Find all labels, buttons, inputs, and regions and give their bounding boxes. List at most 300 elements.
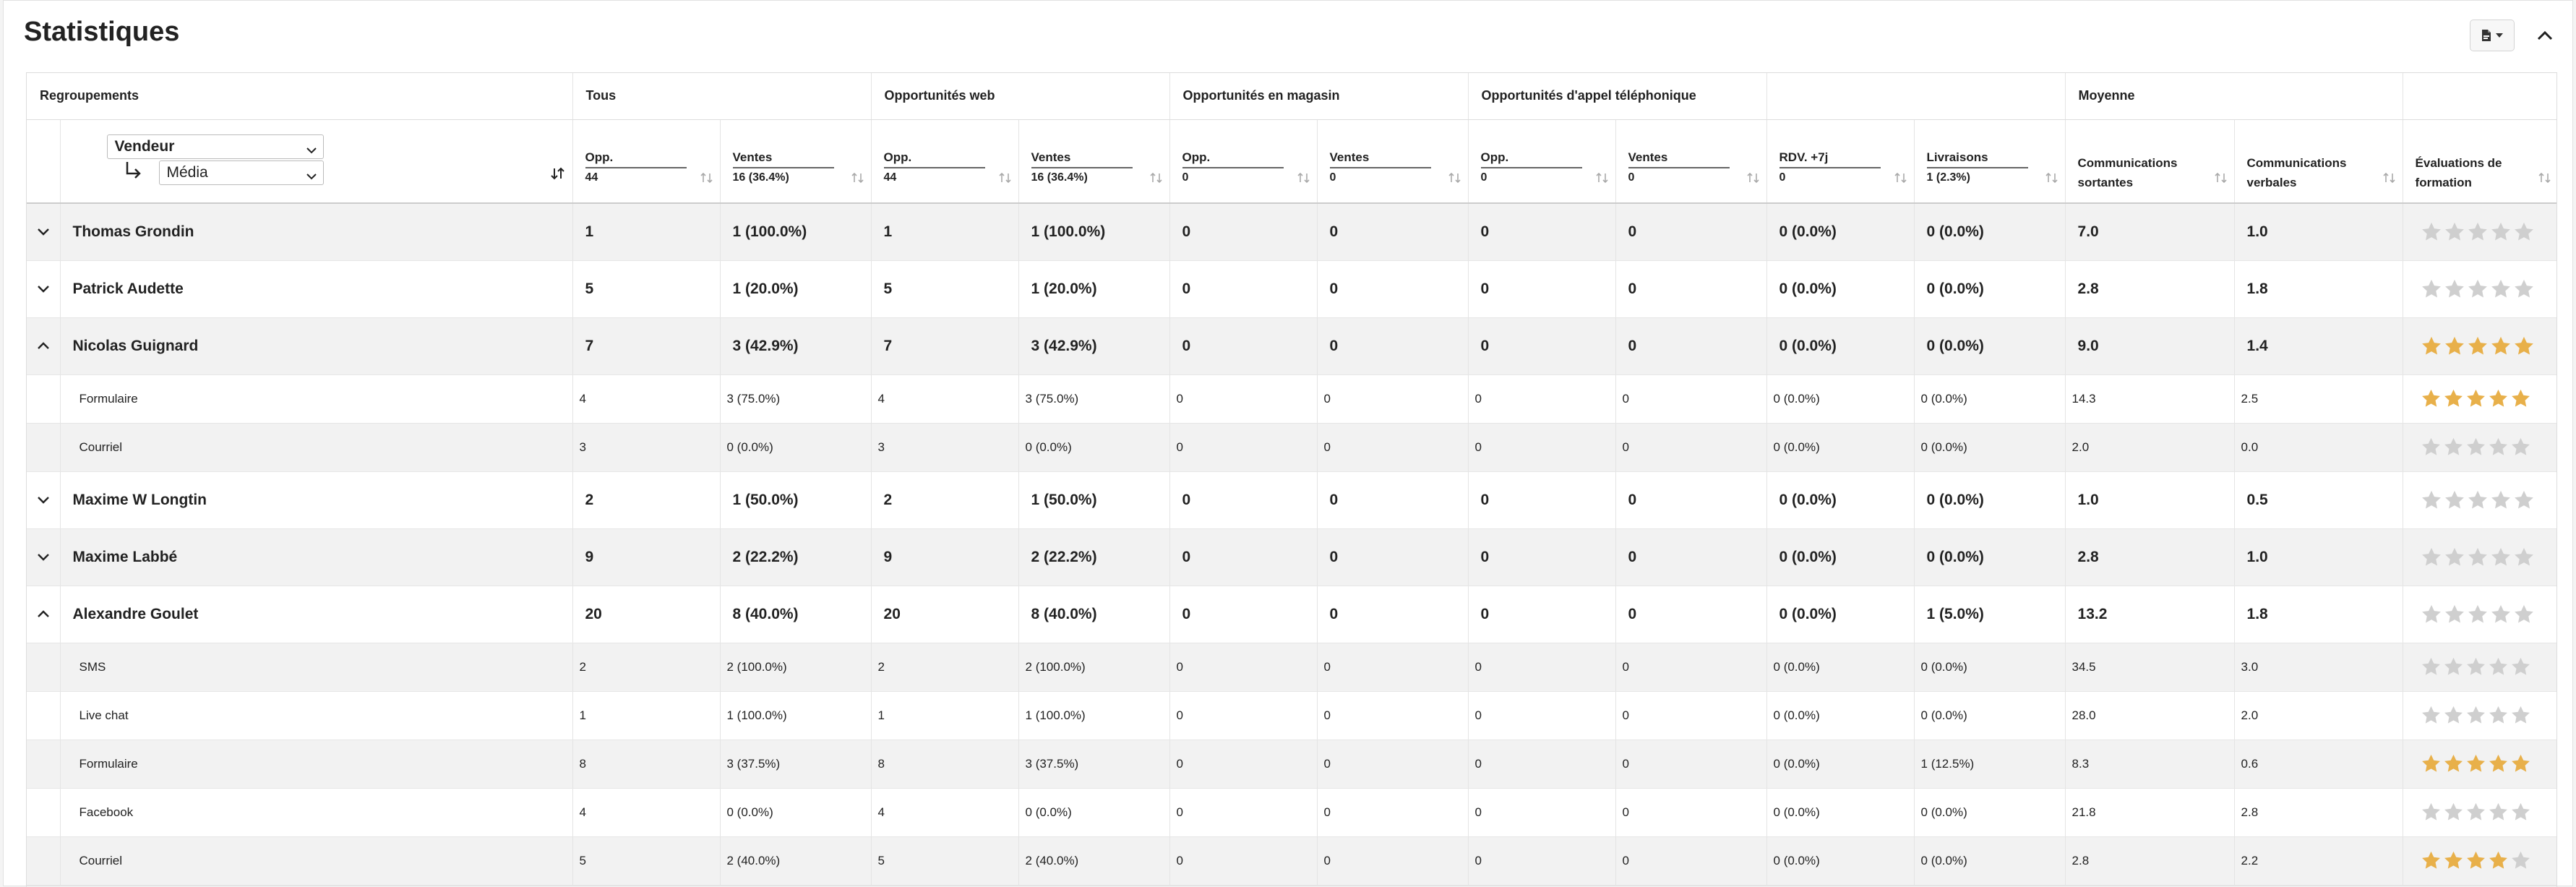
statistics-panel — [3, 0, 2573, 886]
star-filled-icon — [2421, 850, 2442, 871]
sort-grouping-icon[interactable] — [551, 167, 565, 184]
table-cell: 0 — [1615, 317, 1766, 374]
table-cell: 4 — [871, 374, 1018, 423]
group-header-blank — [1766, 73, 2065, 119]
table-cell: 0 (0.0%) — [1766, 317, 1914, 374]
rating-stars — [2421, 437, 2557, 458]
expand-row-toggle[interactable] — [27, 528, 60, 586]
rating-stars — [2421, 705, 2557, 726]
sort-icon[interactable] — [998, 172, 1013, 184]
star-empty-icon — [2490, 278, 2512, 300]
column-total: 44 — [585, 171, 598, 184]
table-cell: 5 — [572, 260, 720, 317]
star-empty-icon — [2465, 802, 2486, 823]
row-name: Formulaire — [60, 740, 572, 788]
column-total: 1 (2.3%) — [1926, 171, 1970, 184]
star-filled-icon — [2465, 753, 2486, 774]
row-name: Live chat — [60, 691, 572, 740]
table-cell: 0 (0.0%) — [1766, 586, 1914, 643]
table-row — [27, 528, 2557, 586]
rating-cell — [2403, 471, 2557, 528]
star-filled-icon — [2421, 388, 2442, 409]
table-cell: 0 (0.0%) — [1766, 691, 1914, 740]
table-cell: 0 (0.0%) — [1914, 528, 2065, 586]
star-filled-icon — [2510, 388, 2531, 409]
table-cell: 9 — [871, 528, 1018, 586]
table-cell: 1 (20.0%) — [1018, 260, 1169, 317]
table-cell: 5 — [572, 836, 720, 885]
table-cell: 2.8 — [2065, 260, 2234, 317]
column-label: Ventes — [1330, 150, 1431, 168]
table-cell: 1 (100.0%) — [1018, 203, 1169, 260]
table-cell: 0 — [1615, 423, 1766, 471]
table-cell: 2 — [572, 643, 720, 691]
star-empty-icon — [2467, 221, 2489, 243]
column-label: Livraisons — [1927, 150, 2028, 168]
rating-stars — [2421, 335, 2557, 357]
table-cell: 0 (0.0%) — [720, 788, 871, 836]
sort-icon[interactable] — [1297, 172, 1311, 184]
rating-cell — [2403, 740, 2557, 788]
column-header-1[interactable] — [720, 119, 871, 203]
table-cell: 0 (0.0%) — [1766, 203, 1914, 260]
rating-stars — [2421, 278, 2557, 300]
table-cell: 1 (5.0%) — [1914, 586, 2065, 643]
star-filled-icon — [2488, 753, 2509, 774]
column-total: 44 — [883, 171, 897, 184]
star-filled-icon — [2490, 335, 2512, 357]
star-empty-icon — [2444, 278, 2465, 300]
table-cell: 2.0 — [2234, 691, 2403, 740]
column-label: RDV. +7j — [1779, 150, 1881, 168]
column-header-content — [1779, 150, 1907, 184]
chevron-down-icon — [306, 168, 317, 185]
table-cell: 0 (0.0%) — [1018, 788, 1169, 836]
table-cell: 0 (0.0%) — [1766, 528, 1914, 586]
table-cell: 1 — [871, 203, 1018, 260]
group-header-web: Opportunités web — [871, 73, 1169, 119]
column-header-10[interactable] — [2065, 119, 2234, 203]
column-total: 16 (36.4%) — [732, 171, 789, 184]
table-cell: 2 (40.0%) — [720, 836, 871, 885]
table-cell: 2 (100.0%) — [1018, 643, 1169, 691]
table-cell: 0 — [1615, 528, 1766, 586]
table-cell: 20 — [871, 586, 1018, 643]
star-filled-icon — [2443, 753, 2464, 774]
star-filled-icon — [2443, 388, 2464, 409]
group-header-row — [27, 73, 2557, 119]
table-row — [27, 260, 2557, 317]
table-cell: 0 — [1169, 203, 1317, 260]
column-total: 0 — [1779, 171, 1786, 184]
table-cell: 8.3 — [2065, 740, 2234, 788]
table-subrow — [27, 374, 2557, 423]
column-header-content — [1628, 150, 1759, 184]
table-cell: 0 (0.0%) — [1914, 317, 2065, 374]
rating-cell — [2403, 260, 2557, 317]
table-cell: 0 — [1615, 740, 1766, 788]
star-filled-icon — [2488, 388, 2509, 409]
table-cell: 0 (0.0%) — [1766, 260, 1914, 317]
table-cell: 0 (0.0%) — [1766, 643, 1914, 691]
table-cell: 1.0 — [2234, 528, 2403, 586]
table-cell: 21.8 — [2065, 788, 2234, 836]
star-empty-icon — [2443, 437, 2464, 458]
column-header-3[interactable] — [1018, 119, 1169, 203]
table-cell: 2 (100.0%) — [720, 643, 871, 691]
rating-stars — [2421, 753, 2557, 774]
table-cell: 0 (0.0%) — [1914, 836, 2065, 885]
star-empty-icon — [2467, 604, 2489, 625]
table-cell: 34.5 — [2065, 643, 2234, 691]
chevron-up-icon — [37, 338, 50, 355]
star-filled-icon — [2488, 850, 2509, 871]
star-filled-icon — [2443, 850, 2464, 871]
star-empty-icon — [2421, 437, 2442, 458]
table-cell: 0 — [1468, 740, 1615, 788]
collapse-panel-button[interactable] — [2530, 22, 2559, 51]
column-header-12[interactable] — [2403, 119, 2557, 203]
collapse-row-toggle[interactable] — [27, 586, 60, 643]
table-cell: 1 (100.0%) — [1018, 691, 1169, 740]
table-cell: 1 (20.0%) — [720, 260, 871, 317]
caret-down-icon — [2496, 33, 2503, 38]
star-empty-icon — [2421, 656, 2442, 677]
column-header-2[interactable] — [871, 119, 1018, 203]
star-empty-icon — [2421, 278, 2442, 300]
column-total: 16 (36.4%) — [1031, 171, 1088, 184]
table-cell: 0 — [1169, 788, 1317, 836]
table-cell: 1 (100.0%) — [720, 691, 871, 740]
row-name: Facebook — [60, 788, 572, 836]
table-row — [27, 317, 2557, 374]
table-cell: 7 — [572, 317, 720, 374]
star-empty-icon — [2443, 705, 2464, 726]
table-cell: 1.4 — [2234, 317, 2403, 374]
table-cell: 2 — [572, 471, 720, 528]
table-cell: 0.6 — [2234, 740, 2403, 788]
sort-icon[interactable] — [1746, 172, 1761, 184]
table-cell: 2.8 — [2065, 528, 2234, 586]
star-empty-icon — [2510, 656, 2531, 677]
sort-icon[interactable] — [1149, 172, 1164, 184]
table-cell: 0 — [1615, 836, 1766, 885]
table-cell: 7 — [871, 317, 1018, 374]
table-cell: 1 — [572, 203, 720, 260]
table-cell: 0 (0.0%) — [1914, 788, 2065, 836]
rating-cell — [2403, 788, 2557, 836]
sort-icon[interactable] — [2382, 172, 2397, 184]
table-cell: 0 — [1317, 423, 1468, 471]
table-cell: 0 — [1317, 260, 1468, 317]
table-cell: 0 — [1169, 836, 1317, 885]
column-header-11[interactable] — [2234, 119, 2403, 203]
star-empty-icon — [2421, 802, 2442, 823]
table-cell: 0.5 — [2234, 471, 2403, 528]
star-empty-icon — [2421, 705, 2442, 726]
group-header-tous: Tous — [572, 73, 871, 119]
table-cell: 5 — [871, 836, 1018, 885]
table-cell: 0 (0.0%) — [1914, 203, 2065, 260]
table-cell: 4 — [871, 788, 1018, 836]
star-empty-icon — [2467, 278, 2489, 300]
star-empty-icon — [2490, 489, 2512, 511]
table-cell: 1.8 — [2234, 586, 2403, 643]
table-cell: 0 — [1468, 260, 1615, 317]
star-empty-icon — [2488, 802, 2509, 823]
column-label: Évaluations de formation — [2415, 155, 2502, 189]
column-total: 0 — [1182, 171, 1189, 184]
table-cell: 3.0 — [2234, 643, 2403, 691]
table-cell: 0 — [1468, 317, 1615, 374]
star-empty-icon — [2465, 437, 2486, 458]
table-cell: 0 — [1169, 740, 1317, 788]
column-label: Communications sortantes — [2077, 155, 2178, 189]
star-empty-icon — [2421, 221, 2442, 243]
table-cell: 0 (0.0%) — [1914, 260, 2065, 317]
table-cell: 3 (42.9%) — [1018, 317, 1169, 374]
table-cell: 0 (0.0%) — [1766, 836, 1914, 885]
table-cell: 1 — [871, 691, 1018, 740]
table-row — [27, 586, 2557, 643]
table-cell: 0 (0.0%) — [1766, 471, 1914, 528]
table-cell: 0 — [1169, 260, 1317, 317]
table-subrow — [27, 423, 2557, 471]
table-cell: 0 (0.0%) — [1766, 788, 1914, 836]
row-name: Thomas Grondin — [60, 203, 572, 260]
star-empty-icon — [2488, 705, 2509, 726]
sort-icon[interactable] — [1894, 172, 1908, 184]
table-cell: 0 — [1317, 203, 1468, 260]
star-filled-icon — [2465, 388, 2486, 409]
column-label: Ventes — [1628, 150, 1730, 168]
table-cell: 3 (75.0%) — [720, 374, 871, 423]
subrow-spacer — [27, 836, 60, 885]
column-header-content — [1031, 150, 1162, 184]
column-header-7[interactable] — [1615, 119, 1766, 203]
table-cell: 7.0 — [2065, 203, 2234, 260]
table-cell: 13.2 — [2065, 586, 2234, 643]
sort-icon[interactable] — [2214, 172, 2228, 184]
export-button[interactable] — [2470, 20, 2515, 51]
star-empty-icon — [2421, 604, 2442, 625]
table-cell: 0 (0.0%) — [1914, 423, 2065, 471]
table-cell: 0 — [1317, 836, 1468, 885]
table-cell: 0 — [1317, 528, 1468, 586]
table-cell: 4 — [572, 374, 720, 423]
group-header-regroupements: Regroupements — [27, 73, 572, 119]
column-label: Ventes — [1031, 150, 1133, 168]
column-label: Opp. — [1481, 150, 1582, 168]
column-header-6[interactable] — [1468, 119, 1615, 203]
rating-cell — [2403, 586, 2557, 643]
row-name: Maxime W Longtin — [60, 471, 572, 528]
table-subrow — [27, 740, 2557, 788]
table-cell: 3 (75.0%) — [1018, 374, 1169, 423]
table-cell: 0 — [1169, 586, 1317, 643]
star-empty-icon — [2510, 437, 2531, 458]
subrow-spacer — [27, 691, 60, 740]
column-header-content — [733, 150, 864, 184]
table-cell: 0 — [1317, 740, 1468, 788]
column-header-4[interactable] — [1169, 119, 1317, 203]
star-empty-icon — [2444, 489, 2465, 511]
table-cell: 2 (40.0%) — [1018, 836, 1169, 885]
star-empty-icon — [2421, 547, 2442, 568]
table-cell: 0 (0.0%) — [1018, 423, 1169, 471]
primary-grouping-select[interactable] — [107, 134, 324, 159]
column-total: 0 — [1480, 171, 1487, 184]
table-cell: 0 (0.0%) — [720, 423, 871, 471]
sort-icon[interactable] — [2045, 172, 2059, 184]
table-subrow — [27, 788, 2557, 836]
table-cell: 0 (0.0%) — [1766, 423, 1914, 471]
chevron-down-icon — [37, 280, 50, 298]
chevron-down-icon — [37, 549, 50, 566]
chevron-down-icon — [37, 492, 50, 509]
secondary-grouping-select[interactable] — [159, 160, 324, 185]
table-cell: 0 — [1468, 788, 1615, 836]
table-cell: 0 — [1468, 643, 1615, 691]
table-cell: 0 — [1317, 643, 1468, 691]
column-header-0[interactable] — [572, 119, 720, 203]
column-header-5[interactable] — [1317, 119, 1468, 203]
star-empty-icon — [2510, 705, 2531, 726]
column-total: 0 — [1628, 171, 1635, 184]
table-subrow — [27, 691, 2557, 740]
table-cell: 2.5 — [2234, 374, 2403, 423]
collapse-row-toggle[interactable] — [27, 317, 60, 374]
table-cell: 3 — [871, 423, 1018, 471]
table-cell: 2.8 — [2065, 836, 2234, 885]
table-cell: 0 — [1615, 374, 1766, 423]
table-cell: 0 — [1169, 423, 1317, 471]
rating-cell — [2403, 691, 2557, 740]
sort-icon[interactable] — [851, 172, 865, 184]
sort-icon[interactable] — [2538, 172, 2552, 184]
expand-row-toggle[interactable] — [27, 471, 60, 528]
chevron-up-icon — [37, 606, 50, 623]
table-cell: 0 (0.0%) — [1914, 374, 2065, 423]
table-cell: 2 — [871, 471, 1018, 528]
star-empty-icon — [2444, 547, 2465, 568]
rating-cell — [2403, 317, 2557, 374]
star-empty-icon — [2490, 221, 2512, 243]
star-filled-icon — [2467, 335, 2489, 357]
table-cell: 0 — [1169, 471, 1317, 528]
table-cell: 1 (50.0%) — [1018, 471, 1169, 528]
star-empty-icon — [2467, 489, 2489, 511]
sort-icon[interactable] — [1595, 172, 1610, 184]
table-cell: 0 — [1615, 471, 1766, 528]
subrow-spacer — [27, 788, 60, 836]
table-cell: 3 (37.5%) — [1018, 740, 1169, 788]
star-empty-icon — [2510, 850, 2531, 871]
table-cell: 1.8 — [2234, 260, 2403, 317]
page-title: Statistiques — [24, 17, 180, 47]
star-empty-icon — [2513, 547, 2535, 568]
expand-row-toggle[interactable] — [27, 260, 60, 317]
table-cell: 0 — [1615, 643, 1766, 691]
chevron-up-icon — [2537, 30, 2553, 44]
subrow-spacer — [27, 423, 60, 471]
column-label: Ventes — [733, 150, 834, 168]
table-cell: 0 — [1468, 691, 1615, 740]
table-cell: 0 — [1169, 643, 1317, 691]
table-cell: 1 — [572, 691, 720, 740]
table-cell: 9 — [572, 528, 720, 586]
rating-stars — [2421, 802, 2557, 823]
column-header-8[interactable] — [1766, 119, 1914, 203]
row-name: Nicolas Guignard — [60, 317, 572, 374]
star-empty-icon — [2513, 604, 2535, 625]
column-label: Opp. — [884, 150, 985, 168]
star-empty-icon — [2490, 604, 2512, 625]
table-cell: 0 — [1468, 471, 1615, 528]
table-cell: 2 (22.2%) — [1018, 528, 1169, 586]
star-empty-icon — [2465, 656, 2486, 677]
rating-cell — [2403, 528, 2557, 586]
statistics-table — [27, 73, 2557, 886]
table-cell: 0 — [1615, 788, 1766, 836]
secondary-grouping-value: Média — [166, 163, 208, 181]
table-cell: 0 — [1468, 586, 1615, 643]
column-header-content — [585, 150, 713, 184]
table-cell: 2 (22.2%) — [720, 528, 871, 586]
rating-stars — [2421, 221, 2557, 243]
table-cell: 2 — [871, 643, 1018, 691]
table-cell: 8 — [572, 740, 720, 788]
group-header-magasin: Opportunités en magasin — [1169, 73, 1468, 119]
table-cell: 0 — [1468, 528, 1615, 586]
star-empty-icon — [2443, 802, 2464, 823]
table-row — [27, 203, 2557, 260]
rating-stars — [2421, 604, 2557, 625]
expand-row-toggle[interactable] — [27, 203, 60, 260]
column-header-content — [1330, 150, 1461, 184]
table-cell: 1 (100.0%) — [720, 203, 871, 260]
subrow-spacer — [27, 740, 60, 788]
statistics-table-wrapper — [26, 72, 2557, 887]
star-filled-icon — [2513, 335, 2535, 357]
table-cell: 0 — [1468, 203, 1615, 260]
star-filled-icon — [2421, 753, 2442, 774]
subrow-spacer — [27, 374, 60, 423]
table-cell: 0 — [1615, 260, 1766, 317]
column-header-9[interactable] — [1914, 119, 2065, 203]
star-empty-icon — [2421, 489, 2442, 511]
group-header-moyenne: Moyenne — [2065, 73, 2403, 119]
star-empty-icon — [2510, 802, 2531, 823]
table-cell: 2.0 — [2065, 423, 2234, 471]
table-cell: 3 (37.5%) — [720, 740, 871, 788]
table-cell: 5 — [871, 260, 1018, 317]
table-cell: 1.0 — [2234, 203, 2403, 260]
row-name: Formulaire — [60, 374, 572, 423]
group-header-telephone: Opportunités d'appel téléphonique — [1468, 73, 1766, 119]
column-header-content — [884, 150, 1011, 184]
row-name: Courriel — [60, 423, 572, 471]
star-filled-icon — [2421, 335, 2442, 357]
sort-icon[interactable] — [700, 172, 714, 184]
table-cell: 8 (40.0%) — [1018, 586, 1169, 643]
table-cell: 0 — [1468, 423, 1615, 471]
star-empty-icon — [2490, 547, 2512, 568]
table-cell: 4 — [572, 788, 720, 836]
table-cell: 1 (50.0%) — [720, 471, 871, 528]
sort-icon[interactable] — [1448, 172, 1462, 184]
subrow-spacer — [27, 643, 60, 691]
